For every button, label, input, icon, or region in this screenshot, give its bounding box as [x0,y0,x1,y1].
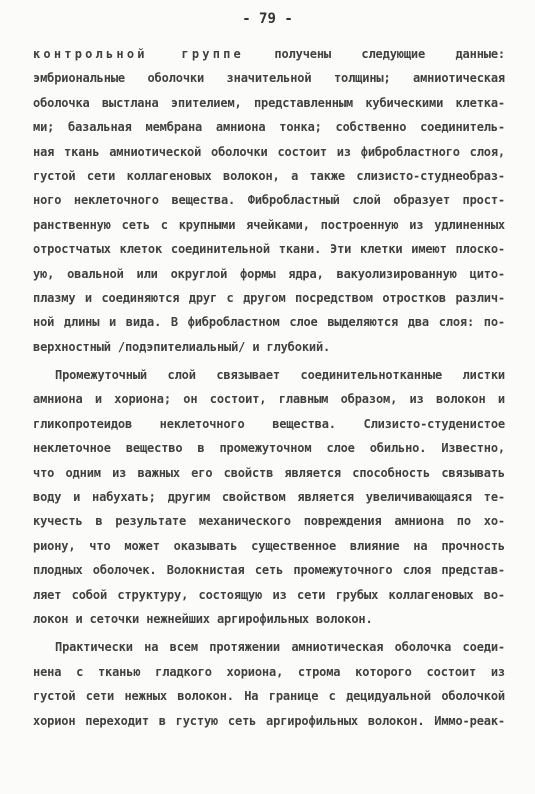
text-line: хорион переходит в густую сеть аргирофильных волокон. Иммо-реак- [33,713,505,728]
text-line: кучесть в результате механического повреждения амниона по хо- [33,514,505,529]
text-line: воду и набухать; другим свойством является увеличивающаяся те- [33,490,505,505]
text-line: локон и сеточки нежнейших аргирофильных волокон. [33,611,373,626]
text-line: амниона и хориона; он состоит, главным образом, из волокон и [33,392,505,407]
text-line: ую, овальной или округлой формы ядра, вакуолизированную цито- [33,266,505,281]
body-text [33,42,505,733]
text-line: Промежуточный слой связывает соединительнотканные листки [55,368,505,383]
text-line: эмбриональные оболочки значительной толщины; амниотическая [33,71,505,86]
paragraph-1 [33,42,505,359]
page-number: - 79 - [242,11,293,27]
text-line: ная ткань амниотической оболочки состоит из фибробластного слоя, [33,144,505,159]
spaced-lead-text: контрольной группе [33,47,244,61]
text-line: гликопротеидов неклеточного вещества. Слизисто-студенистое [33,416,505,431]
text-line: густой сети коллагеновых волокон, а также слизисто-студнеобраз- [33,168,505,183]
line-text: получены следующие данные: [243,47,505,61]
paragraph-3 [33,635,505,733]
text-line: нена с тканью гладкого хориона, строма которого состоит из [33,664,505,679]
text-line: ми; базальная мембрана амниона тонка; собственно соединитель- [33,120,505,135]
text-line: неклеточное вещество в промежуточном слое обильно. Известно, [33,441,505,456]
text-line: густой сети нежных волокон. На границе с децидуальной оболочкой [33,689,505,704]
text-line [33,42,505,66]
paragraph-2 [33,363,505,631]
text-line: верхностный /подэпителиальный/ и глубокий. [33,339,331,354]
text-line: ранственную сеть с крупными ячейками, построенную из удлиненных [33,217,505,232]
text-line: ляет собой структуру, состоящую из сети грубых коллагеновых во- [33,587,505,602]
text-line: ной длины и вида. В фибробластном слое выделяются два слоя: по- [33,315,505,330]
text-line: ного неклеточного вещества. Фибробластный слой образует прост- [33,193,505,208]
text-line: риону, что может оказывать существенное влияние на прочность [33,538,505,553]
text-line: плазму и соединяются друг с другом посредством отростков различ- [33,290,505,305]
text-line: оболочка выстлана эпителием, представленным кубическими клетка- [33,95,505,110]
text-line: отростчатых клеток соединительной ткани. Эти клетки имеют плоско- [33,242,505,257]
text-line: плодных оболочек. Волокнистая сеть промежуточного слоя представ- [33,563,505,578]
text-line: что одним из важных его свойств является способность связывать [33,465,505,480]
text-line: Практически на всем протяжении амниотическая оболочка соеди- [55,640,505,655]
